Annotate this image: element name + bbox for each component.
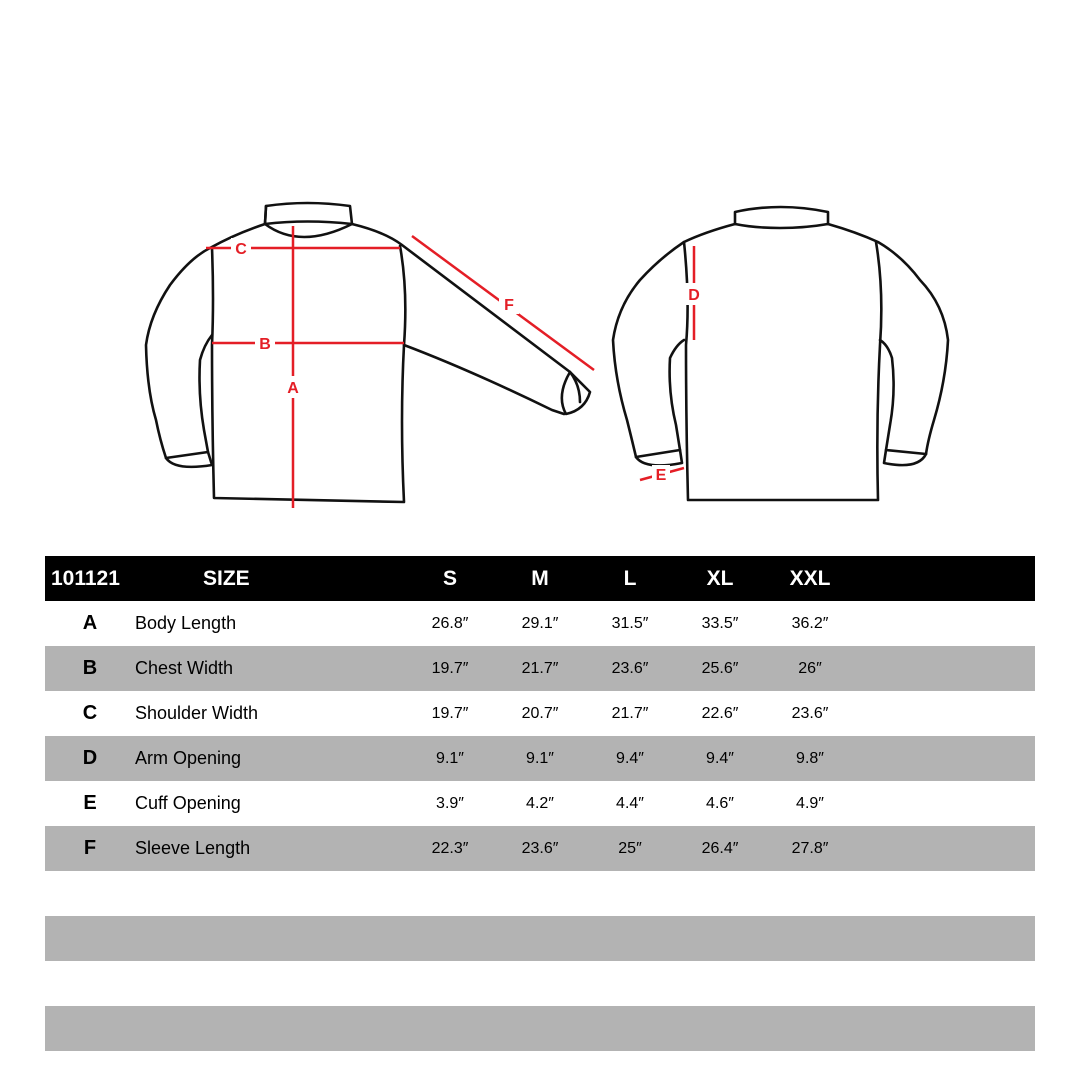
table-row	[45, 781, 1035, 826]
row-letter: C	[82, 702, 98, 724]
value-l: 4.4″	[616, 795, 644, 812]
measure-name: Body Length	[135, 613, 237, 633]
size-header-xxl: XXL	[789, 567, 831, 590]
value-xxl: 27.8″	[791, 840, 829, 857]
value-xxl: 26″	[798, 660, 822, 677]
value-m: 21.7″	[521, 660, 559, 677]
value-xxl: 23.6″	[791, 705, 829, 722]
value-l: 21.7″	[611, 705, 649, 722]
size-header-xl: XL	[706, 567, 734, 590]
measure-name: Sleeve Length	[135, 838, 251, 858]
value-s: 9.1″	[436, 750, 464, 767]
table-row	[45, 646, 1035, 691]
size-chart-table	[45, 556, 1035, 871]
value-xxl: 4.9″	[796, 795, 824, 812]
label-c: C	[235, 241, 247, 258]
row-letter: E	[83, 792, 97, 814]
value-m: 20.7″	[521, 705, 559, 722]
label-a: A	[287, 380, 299, 397]
label-d: D	[688, 287, 700, 304]
row-letter: D	[82, 747, 98, 769]
label-e: E	[655, 467, 667, 484]
measure-name: Chest Width	[135, 658, 234, 678]
value-s: 22.3″	[431, 840, 469, 857]
value-s: 26.8″	[431, 615, 469, 632]
table-row	[45, 691, 1035, 736]
table-row	[45, 601, 1035, 646]
table-header-row	[45, 556, 1035, 601]
size-header: SIZE	[203, 567, 250, 590]
value-xxl: 36.2″	[791, 615, 829, 632]
measure-name: Cuff Opening	[135, 793, 241, 813]
row-letter: F	[83, 837, 97, 859]
row-letter: B	[82, 657, 98, 679]
empty-table-row	[45, 1006, 1035, 1051]
value-m: 29.1″	[521, 615, 559, 632]
value-s: 19.7″	[431, 660, 469, 677]
value-l: 31.5″	[611, 615, 649, 632]
value-s: 3.9″	[436, 795, 464, 812]
measure-name: Shoulder Width	[135, 703, 259, 723]
front-measure-lines	[206, 226, 594, 508]
table-row	[45, 736, 1035, 781]
value-s: 19.7″	[431, 705, 469, 722]
value-xl: 26.4″	[701, 840, 739, 857]
size-header-l: L	[623, 567, 637, 590]
value-xl: 25.6″	[701, 660, 739, 677]
label-f: F	[504, 297, 514, 314]
measure-name: Arm Opening	[135, 748, 242, 768]
empty-table-row	[45, 916, 1035, 961]
sku-number: 101121	[51, 567, 120, 590]
value-xl: 22.6″	[701, 705, 739, 722]
value-l: 25″	[618, 840, 642, 857]
back-shirt-outline	[613, 207, 948, 500]
value-xl: 9.4″	[706, 750, 734, 767]
size-header-s: S	[442, 567, 457, 590]
value-xl: 33.5″	[701, 615, 739, 632]
value-m: 4.2″	[526, 795, 554, 812]
value-m: 9.1″	[526, 750, 554, 767]
value-xxl: 9.8″	[796, 750, 824, 767]
value-l: 9.4″	[616, 750, 644, 767]
label-b: B	[259, 336, 271, 353]
value-xl: 4.6″	[706, 795, 734, 812]
value-l: 23.6″	[611, 660, 649, 677]
row-letter: A	[82, 612, 98, 634]
value-m: 23.6″	[521, 840, 559, 857]
table-row	[45, 826, 1035, 871]
size-header-m: M	[531, 567, 549, 590]
